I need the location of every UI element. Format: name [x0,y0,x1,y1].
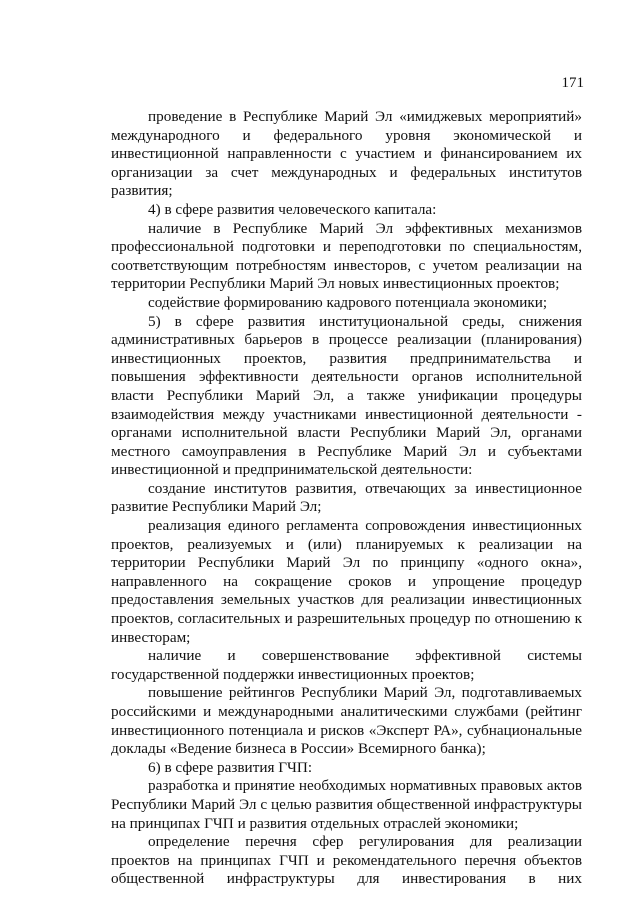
paragraph-institutional-environment-heading: 5) в сфере развития институциональной среды, снижения административных барьеров в процессе реализации (планирования) инвестиционных проектов, развития предпринимательства и повышения эффективности деятельности органов исполнительной власти Республики Марий Эл, а также унификации процедуры взаимодействия между участниками инвестиционной деятельности - органами исполнительной власти Республики Марий Эл, органами местного самоуправления в Республике Марий Эл и субъектами инвестиционной и предпринимательской деятельности: [111,312,582,479]
paragraph-single-regulation: реализация единого регламента сопровождения инвестиционных проектов, реализуемых и (или) планируемых к реализации на территории Республики Марий Эл по принципу «одного окна», направленного на сокращение сроков и упрощение процедур предоставления земельных участков для реализации инвестиционных проектов, согласительных и разрешительных процедур по отношению к инвесторам; [111,517,582,646]
paragraph-ppp-heading: 6) в сфере развития ГЧП: [148,758,313,776]
paragraph-regulation-spheres: определение перечня сфер регулирования для реализации проектов на принципах ГЧП и рекомендательного перечня объектов общественной инфраструктуры для инвестирования в них [111,833,582,888]
paragraph-personnel-potential: содействие формированию кадрового потенциала экономики; [148,293,548,311]
document-body [111,108,582,889]
paragraph-image-events: проведение в Республике Марий Эл «имиджевых мероприятий» международного и федерального уровня экономической и инвестиционной направленности с участием и финансированием их организации за счет международных и федеральных институтов развития; [111,108,582,200]
paragraph-state-support: наличие и совершенствование эффективной системы государственной поддержки инвестиционных проектов; [111,647,582,683]
paragraph-human-capital-heading: 4) в сфере развития человеческого капитала: [148,200,437,218]
paragraph-legal-acts: разработка и принятие необходимых нормативных правовых актов Республики Марий Эл с целью развития общественной инфраструктуры на принципах ГЧП и развития отдельных отраслей экономики; [111,777,582,832]
page-number: 171 [561,75,584,91]
paragraph-training-mechanisms: наличие в Республике Марий Эл эффективных механизмов профессиональной подготовки и переподготовки по специальностям, соответствующим потребностям инвесторов, с учетом реализации на территории Республики Марий Эл новых инвестиционных проектов; [111,219,582,293]
paragraph-ratings: повышение рейтингов Республики Марий Эл, подготавливаемых российскими и международными аналитическими службами (рейтинг инвестиционного потенциала и рисков «Эксперт РА», субнациональные доклады «Ведение бизнеса в России» Всемирного банка); [111,684,582,758]
paragraph-development-institutions: создание институтов развития, отвечающих за инвестиционное развитие Республики Марий Эл; [111,479,582,516]
